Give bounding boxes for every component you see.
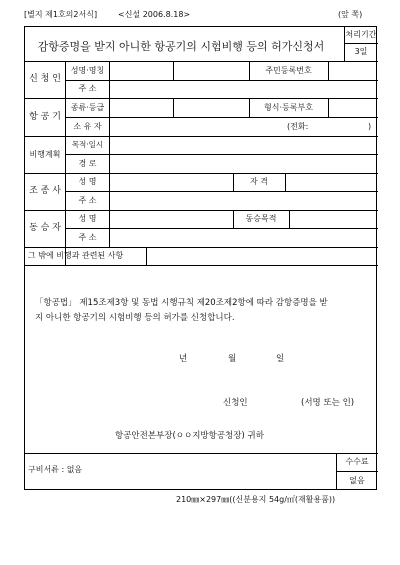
date-day-label: 일 [276,354,285,364]
applicant-section-label: 신 청 인 [29,74,61,84]
flight-plan-section-label: 비행계획 [29,149,61,159]
signature-hint: (서명 또는 인) [301,398,355,408]
applicant-signature-label: 신청인 [223,398,248,408]
aircraft-phone-label: (전화: [287,122,309,131]
applicant-address-label: 주 소 [78,84,97,93]
aircraft-type-label: 종류·등급 [70,102,105,112]
passenger-address-label: 주 소 [78,232,97,242]
page-side: (앞 쪽) [338,10,363,19]
pilot-qualification-label: 자 격 [250,177,268,186]
pilot-address-label: 주 소 [78,195,97,205]
paper-spec-footer: 210㎜×297㎜((신분용지 54g/㎡(재활용품)) [176,495,336,504]
flight-route-label: 경 로 [78,158,97,168]
fee-label: 수수료 [345,457,369,466]
application-form [24,26,377,490]
passenger-section-label: 동 승 자 [29,223,61,233]
applicant-rrn-label: 주민등록번호 [265,65,312,75]
statement-line-2: 지 아니한 항공기의 시험비행 등의 허가를 신청합니다. [35,313,235,323]
fee-value: 없음 [349,476,365,485]
aircraft-model-label: 형식·등록부호 [264,102,313,112]
form-title: 감항증명을 받지 아니한 항공기의 시험비행 등의 허가신청서 [37,40,325,53]
form-id: [별지 제1호의2서식] [24,10,98,19]
pilot-name-label: 성 명 [78,177,97,186]
date-month-label: 월 [228,354,237,364]
addressee: 항공안전본부장(ㅇㅇ지방항공청장) 귀하 [115,431,264,441]
revision-note: <신설 2006.8.18> [118,10,191,19]
passenger-purpose-label: 동승목적 [245,214,277,223]
processing-period-value: 3일 [354,47,368,56]
passenger-name-label: 성 명 [78,214,97,223]
aircraft-section-label: 항 공 기 [29,111,61,122]
statement-line-1: 「항공법」 제15조제3항 및 동법 시행규칙 제20조제2항에 따라 감항증명을 받 [35,298,328,308]
pilot-section-label: 조 종 사 [29,186,61,196]
attachments-label: 구비서류 : 없음 [28,465,83,474]
applicant-name-label: 성명·명칭 [70,65,105,75]
flight-purpose-label: 목적·일시 [71,140,104,150]
aircraft-phone-close: ) [368,122,372,131]
other-matters-label: 그 밖에 비행과 관련된 사항 [28,251,124,260]
processing-period-label: 처리기간 [345,30,377,39]
date-year-label: 년 [179,354,188,364]
aircraft-owner-label: 소 유 자 [73,121,102,131]
